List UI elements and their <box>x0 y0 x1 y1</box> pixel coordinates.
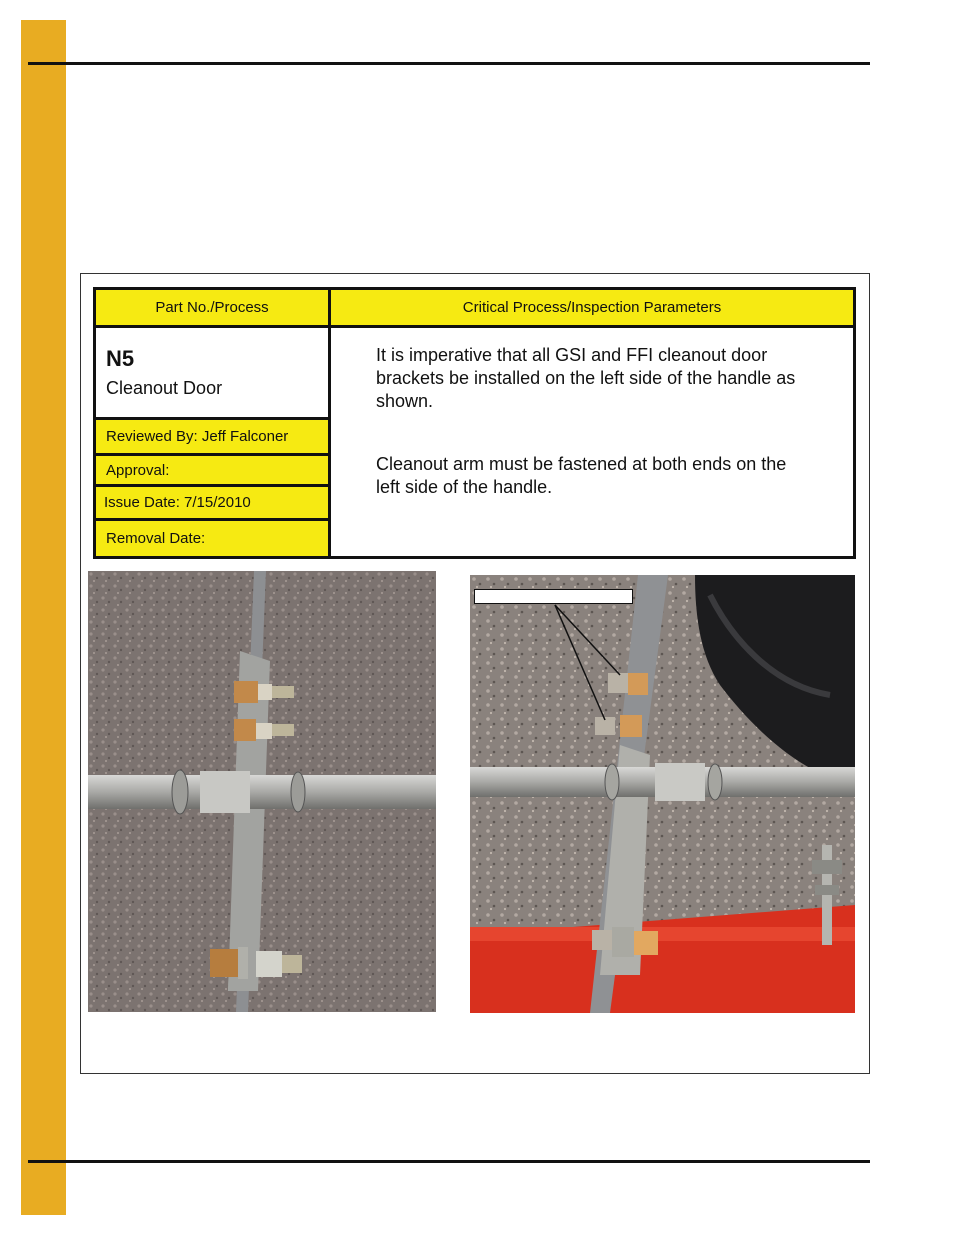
callout-label-box <box>474 589 633 604</box>
parameters-cell <box>331 328 853 556</box>
removal-date: Removal Date: <box>96 521 331 556</box>
top-rule <box>28 62 870 65</box>
inspection-table <box>93 287 856 559</box>
part-name: Cleanout Door <box>106 378 223 398</box>
reviewed-by: Reviewed By: Jeff Falconer <box>96 420 331 456</box>
side-accent-bar <box>21 20 66 1215</box>
photo-bracket-left <box>88 571 436 1012</box>
parameter-text-1: It is imperative that all GSI and FFI cleanout door brackets be installed on the left side of the handle as shown. <box>376 345 796 411</box>
parameter-text-2: Cleanout arm must be fastened at both ends on the left side of the handle. <box>376 454 787 497</box>
header-part-process: Part No./Process <box>96 290 331 328</box>
part-cell <box>96 328 331 420</box>
issue-date: Issue Date: 7/15/2010 <box>96 487 331 521</box>
part-number: N5 <box>106 346 135 371</box>
approval: Approval: <box>96 456 331 487</box>
header-parameters: Critical Process/Inspection Parameters <box>331 290 853 328</box>
photo-bracket-right <box>470 575 855 1013</box>
bottom-rule <box>28 1160 870 1163</box>
